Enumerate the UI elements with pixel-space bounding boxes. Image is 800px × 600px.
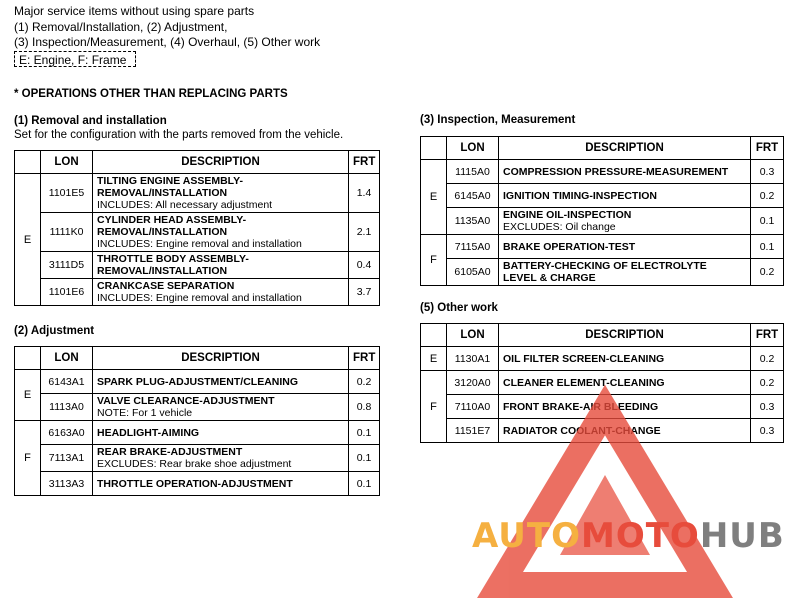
legend-box: E: Engine, F: Frame [14, 51, 136, 67]
lon-cell: 1113A0 [41, 394, 93, 421]
description-title: FRONT BRAKE-AIR BLEEDING [503, 400, 659, 413]
watermark-logo [470, 370, 800, 600]
table-row [15, 421, 380, 445]
description-title: CLEANER ELEMENT-CLEANING [503, 376, 665, 389]
description-title: CRANKCASE SEPARATION [97, 280, 235, 292]
frt-cell: 0.8 [349, 394, 380, 421]
table-row [15, 279, 380, 306]
header-frt: FRT [349, 151, 380, 174]
group-label: E [421, 347, 447, 371]
description-title: OIL FILTER SCREEN-CLEANING [503, 352, 665, 365]
frt-cell: 0.2 [751, 347, 784, 371]
intro-text [14, 4, 320, 51]
table-row [15, 370, 380, 394]
description-title: SPARK PLUG-ADJUSTMENT/CLEANING [97, 375, 299, 388]
header-description: DESCRIPTION [499, 324, 751, 347]
description-title: CYLINDER HEAD ASSEMBLY- REMOVAL/INSTALLATION [97, 214, 247, 238]
lon-cell: 6145A0 [447, 184, 499, 208]
description-title: IGNITION TIMING-INSPECTION [503, 189, 657, 202]
frt-cell: 0.3 [751, 419, 784, 443]
header-frt: FRT [349, 347, 380, 370]
table-row [15, 252, 380, 279]
section-title-inspection: (3) Inspection, Measurement [420, 114, 576, 126]
frt-cell: 0.1 [751, 208, 784, 235]
table-adjustment [14, 346, 380, 496]
description-cell [93, 445, 349, 472]
description-cell [499, 347, 751, 371]
frt-cell: 0.3 [751, 395, 784, 419]
table-row [15, 472, 380, 496]
frt-cell: 0.4 [349, 252, 380, 279]
watermark-text [472, 516, 785, 556]
lon-cell: 7115A0 [447, 235, 499, 259]
frt-cell: 0.2 [349, 370, 380, 394]
description-cell [93, 370, 349, 394]
watermark-text-auto: AUTO [472, 516, 581, 556]
table-row [421, 184, 784, 208]
description-title: COMPRESSION PRESSURE-MEASUREMENT [503, 165, 729, 178]
lon-cell: 1101E6 [41, 279, 93, 306]
header-lon: LON [41, 347, 93, 370]
description-title: THROTTLE BODY ASSEMBLY- REMOVAL/INSTALLATION [97, 253, 249, 277]
description-cell [93, 472, 349, 496]
description-note: EXCLUDES: Rear brake shoe adjustment [97, 458, 292, 470]
description-title: REAR BRAKE-ADJUSTMENT [97, 446, 243, 458]
lon-cell: 7110A0 [447, 395, 499, 419]
table-row [15, 174, 380, 213]
watermark-text-hub: HUB [699, 516, 785, 556]
description-title: TILTING ENGINE ASSEMBLY- REMOVAL/INSTALLATION [97, 175, 244, 199]
table-row [421, 160, 784, 184]
section-title-removal: (1) Removal and installation [14, 115, 167, 127]
header-lon: LON [447, 137, 499, 160]
header-group [421, 137, 447, 160]
lon-cell: 1115A0 [447, 160, 499, 184]
description-cell [499, 184, 751, 208]
header-description: DESCRIPTION [93, 151, 349, 174]
lon-cell: 3120A0 [447, 371, 499, 395]
frt-cell: 0.1 [349, 421, 380, 445]
description-note: INCLUDES: All necessary adjustment [97, 199, 273, 211]
frt-cell: 0.3 [751, 160, 784, 184]
frt-cell: 1.4 [349, 174, 380, 213]
description-note: INCLUDES: Engine removal and installation [97, 292, 302, 304]
lon-cell: 1135A0 [447, 208, 499, 235]
description-cell [499, 208, 751, 235]
lon-cell: 1111K0 [41, 213, 93, 252]
table-inspection [420, 136, 784, 286]
table-row [421, 259, 784, 286]
description-cell [93, 421, 349, 445]
description-cell [93, 279, 349, 306]
description-cell [499, 259, 751, 286]
description-note: EXCLUDES: Oil change [503, 221, 616, 233]
group-label: E [421, 160, 447, 235]
description-cell [93, 213, 349, 252]
group-label: F [421, 371, 447, 443]
description-title: ENGINE OIL-INSPECTION [503, 209, 632, 221]
description-title: THROTTLE OPERATION-ADJUSTMENT [97, 477, 293, 490]
table-row [421, 208, 784, 235]
header-frt: FRT [751, 137, 784, 160]
group-label: F [421, 235, 447, 286]
table-removal [14, 150, 380, 306]
header-description: DESCRIPTION [499, 137, 751, 160]
table-row [421, 235, 784, 259]
description-title: BATTERY-CHECKING OF ELECTROLYTE LEVEL & CHARGE [503, 260, 707, 284]
section-note-removal: Set for the configuration with the parts removed from the vehicle. [14, 129, 344, 141]
lon-cell: 6143A1 [41, 370, 93, 394]
description-cell [93, 252, 349, 279]
watermark-triangle-icon [500, 410, 710, 585]
group-label: F [15, 421, 41, 496]
lon-cell: 6105A0 [447, 259, 499, 286]
frt-cell: 0.1 [349, 472, 380, 496]
description-title: BRAKE OPERATION-TEST [503, 240, 636, 253]
description-cell [499, 235, 751, 259]
intro-line: Major service items without using spare parts [14, 4, 255, 18]
description-title: HEADLIGHT-AIMING [97, 426, 200, 439]
table-row [421, 347, 784, 371]
header-group [15, 151, 41, 174]
frt-cell: 0.2 [751, 259, 784, 286]
table-row [15, 394, 380, 421]
description-cell [93, 394, 349, 421]
lon-cell: 7113A1 [41, 445, 93, 472]
section-title-other: (5) Other work [420, 302, 498, 314]
lon-cell: 1101E5 [41, 174, 93, 213]
frt-cell: 0.1 [349, 445, 380, 472]
frt-cell: 0.2 [751, 184, 784, 208]
table-row [15, 445, 380, 472]
lon-cell: 1151E7 [447, 419, 499, 443]
lon-cell: 3113A3 [41, 472, 93, 496]
header-group [421, 324, 447, 347]
header-description: DESCRIPTION [93, 347, 349, 370]
table-row [15, 213, 380, 252]
intro-line: (1) Removal/Installation, (2) Adjustment, [14, 19, 228, 34]
description-note: INCLUDES: Engine removal and installation [97, 238, 302, 250]
frt-cell: 2.1 [349, 213, 380, 252]
intro-line: (3) Inspection/Measurement, (4) Overhaul, (5) Other work [14, 35, 321, 49]
group-label: E [15, 174, 41, 306]
main-heading: * OPERATIONS OTHER THAN REPLACING PARTS [14, 88, 288, 100]
description-note: NOTE: For 1 vehicle [97, 407, 193, 419]
frt-cell: 0.2 [751, 371, 784, 395]
section-title-adjustment: (2) Adjustment [14, 325, 95, 337]
lon-cell: 1130A1 [447, 347, 499, 371]
description-title: VALVE CLEARANCE-ADJUSTMENT [97, 395, 275, 407]
description-cell [93, 174, 349, 213]
group-label: E [15, 370, 41, 421]
lon-cell: 3111D5 [41, 252, 93, 279]
frt-cell: 3.7 [349, 279, 380, 306]
frt-cell: 0.1 [751, 235, 784, 259]
description-title: RADIATOR COOLANT-CHANGE [503, 424, 661, 437]
header-frt: FRT [751, 324, 784, 347]
header-lon: LON [41, 151, 93, 174]
header-group [15, 347, 41, 370]
watermark-text-moto: MOTO [580, 516, 700, 556]
header-lon: LON [447, 324, 499, 347]
description-cell [499, 160, 751, 184]
lon-cell: 6163A0 [41, 421, 93, 445]
